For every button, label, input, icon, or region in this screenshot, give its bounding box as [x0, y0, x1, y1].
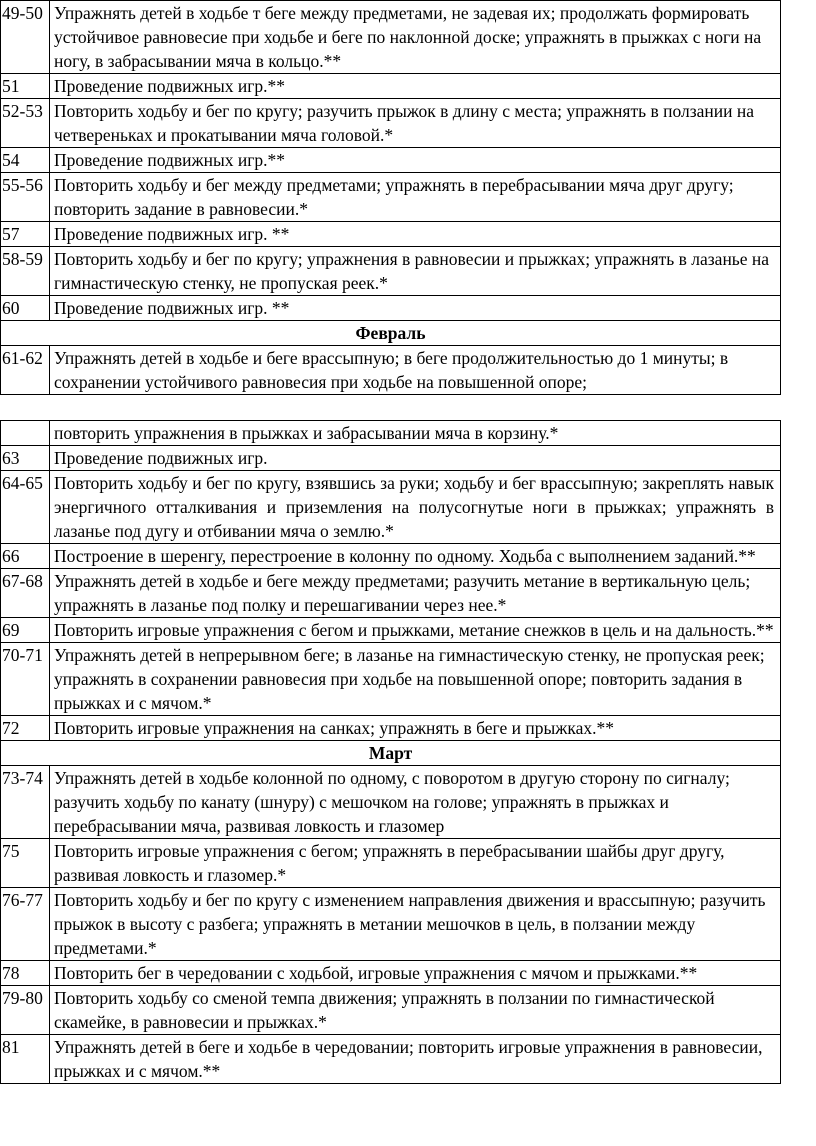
lesson-content: Повторить игровые упражнения с бегом; упражнять в перебрасывании шайбы друг другу, развивая ловкость и глазомер.* — [50, 839, 781, 888]
lesson-content: Повторить игровые упражнения на санках; упражнять в беге и прыжках.** — [50, 716, 781, 741]
table-row — [1, 247, 781, 296]
lesson-content: Повторить ходьбу и бег по кругу; упражнения в равновесии и прыжках; упражнять в лазанье на гимнастическую стенку, не пропуская реек.* — [50, 247, 781, 296]
lesson-content: Повторить игровые упражнения с бегом и прыжками, метание снежков в цель и на дальность.** — [50, 618, 781, 643]
table-row — [1, 716, 781, 741]
lesson-content: Проведение подвижных игр.** — [50, 74, 781, 99]
table-row — [1, 839, 781, 888]
table-row — [1, 1, 781, 74]
lesson-number: 49-50 — [1, 1, 50, 74]
table-row — [1, 296, 781, 321]
lesson-number: 79-80 — [1, 986, 50, 1035]
lesson-content: Упражнять детей в ходьбе и беге врассыпную; в беге продолжительностью до 1 минуты; в сохранении устойчивого равновесия при ходьбе на повышенной опоре; — [50, 346, 781, 395]
table-row — [1, 1035, 781, 1084]
lesson-content: Повторить ходьбу и бег по кругу с изменением направления движения и врассыпную; разучить прыжок в высоту с разбега; упражнять в метании мешочков в цель, в ползании между предметами.* — [50, 888, 781, 961]
table-row — [1, 74, 781, 99]
lesson-content: Повторить ходьбу со сменой темпа движения; упражнять в ползании по гимнастической скамейке, в равновесии и прыжках.* — [50, 986, 781, 1035]
lesson-number: 61-62 — [1, 346, 50, 395]
table-row — [1, 421, 781, 446]
table-row — [1, 986, 781, 1035]
month-heading: Март — [1, 741, 781, 766]
lesson-number: 75 — [1, 839, 50, 888]
lesson-number: 73-74 — [1, 766, 50, 839]
lesson-content: повторить упражнения в прыжках и забрасывании мяча в корзину.* — [50, 421, 781, 446]
lesson-content: Проведение подвижных игр. ** — [50, 296, 781, 321]
lesson-content: Упражнять детей в непрерывном беге; в лазанье на гимнастическую стенку, не пропуская реек; упражнять в сохранении равновесия при ходьбе на повышенной опоре; повторить задания в прыжках и с мячом.* — [50, 643, 781, 716]
lesson-content: Повторить ходьбу и бег по кругу; разучить прыжок в длину с места; упражнять в ползании на четвереньках и прокатывании мяча головой.* — [50, 99, 781, 148]
table-row — [1, 148, 781, 173]
lesson-number — [1, 421, 50, 446]
lesson-number: 58-59 — [1, 247, 50, 296]
schedule-table-top — [0, 0, 781, 395]
lesson-number: 54 — [1, 148, 50, 173]
lesson-number: 64-65 — [1, 471, 50, 544]
table-row — [1, 173, 781, 222]
lesson-content: Упражнять детей в беге и ходьбе в чередовании; повторить игровые упражнения в равновесии, прыжках и с мячом.** — [50, 1035, 781, 1084]
schedule-table-bottom — [0, 420, 781, 1084]
lesson-number: 70-71 — [1, 643, 50, 716]
schedule-table-top-body — [1, 1, 781, 395]
month-heading: Февраль — [1, 321, 781, 346]
table-row — [1, 99, 781, 148]
lesson-content: Повторить ходьбу и бег между предметами; упражнять в перебрасывании мяча друг другу; повторить задание в равновесии.* — [50, 173, 781, 222]
table-row — [1, 346, 781, 395]
lesson-number: 57 — [1, 222, 50, 247]
lesson-number: 69 — [1, 618, 50, 643]
lesson-number: 66 — [1, 544, 50, 569]
lesson-number: 52-53 — [1, 99, 50, 148]
lesson-content: Проведение подвижных игр. — [50, 446, 781, 471]
lesson-content: Упражнять детей в ходьбе колонной по одному, с поворотом в другую сторону по сигналу; разучить ходьбу по канату (шнуру) с мешочком на голове; упражнять в прыжках и перебрасывании мяча, развивая ловкость и глазомер — [50, 766, 781, 839]
lesson-number: 81 — [1, 1035, 50, 1084]
lesson-content: Упражнять детей в ходьбе и беге между предметами; разучить метание в вертикальную цель; упражнять в лазанье под полку и перешагивании через нее.* — [50, 569, 781, 618]
lesson-content: Повторить бег в чередовании с ходьбой, игровые упражнения с мячом и прыжками.** — [50, 961, 781, 986]
lesson-content: Упражнять детей в ходьбе т беге между предметами, не задевая их; продолжать формировать устойчивое равновесие при ходьбе и беге по наклонной доске; упражнять в прыжках с ноги на ногу, в забрасывании мяча в кольцо.** — [50, 1, 781, 74]
table-row — [1, 961, 781, 986]
table-row — [1, 222, 781, 247]
table-row — [1, 544, 781, 569]
lesson-content: Проведение подвижных игр. ** — [50, 222, 781, 247]
lesson-number: 63 — [1, 446, 50, 471]
table-row — [1, 766, 781, 839]
lesson-number: 60 — [1, 296, 50, 321]
month-row — [1, 741, 781, 766]
lesson-content: Повторить ходьбу и бег по кругу, взявшись за руки; ходьбу и бег врассыпную; закреплять навык энергичного отталкивания и приземления на полусогнутые ноги в прыжках; упражнять в лазанье под дугу и отбивании мяча о землю.* — [50, 471, 781, 544]
lesson-content: Построение в шеренгу, перестроение в колонну по одному. Ходьба с выполнением заданий.** — [50, 544, 781, 569]
table-row — [1, 569, 781, 618]
schedule-table-bottom-body — [1, 421, 781, 1084]
lesson-number: 76-77 — [1, 888, 50, 961]
lesson-number: 51 — [1, 74, 50, 99]
table-row — [1, 471, 781, 544]
lesson-content: Проведение подвижных игр.** — [50, 148, 781, 173]
table-row — [1, 888, 781, 961]
lesson-number: 67-68 — [1, 569, 50, 618]
table-row — [1, 446, 781, 471]
table-row — [1, 618, 781, 643]
lesson-number: 55-56 — [1, 173, 50, 222]
table-row — [1, 643, 781, 716]
lesson-number: 78 — [1, 961, 50, 986]
lesson-number: 72 — [1, 716, 50, 741]
month-row — [1, 321, 781, 346]
